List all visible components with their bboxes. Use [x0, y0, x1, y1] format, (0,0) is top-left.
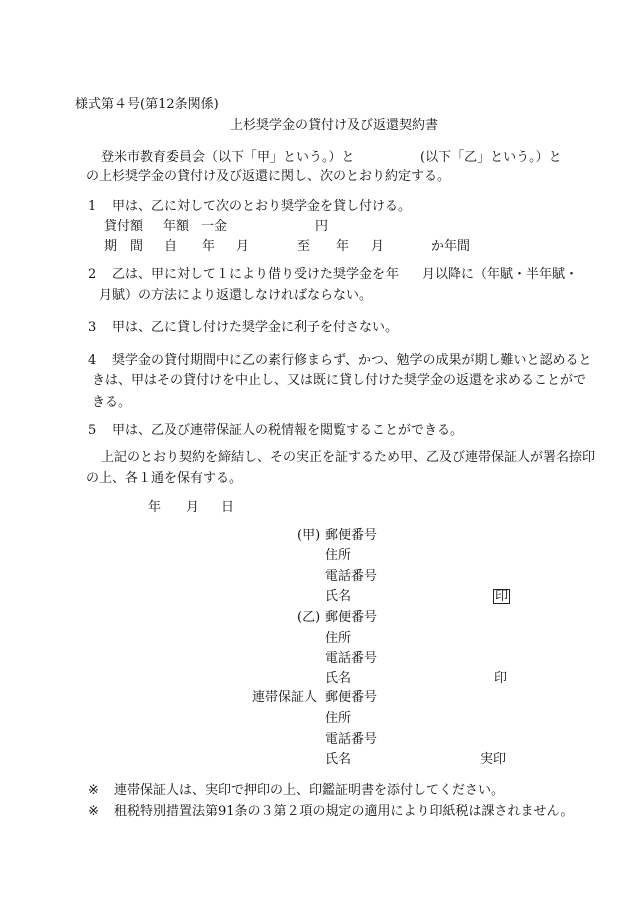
period-label: 期 間 — [104, 239, 144, 254]
lump-sum-label: 一金 — [201, 219, 228, 234]
clause3-text: 甲は、乙に貸し付けた奨学金に利子を付さない。 — [112, 320, 399, 335]
period-month-from: 月 — [236, 239, 250, 254]
otsu-address-label: 住所 — [325, 631, 352, 646]
ko-name-label: 氏名 — [325, 589, 352, 604]
intro-line1-end: (以下「乙」という。）と — [420, 150, 562, 165]
clause2-year: 年 — [386, 267, 400, 282]
clause2-line1-start: 乙は、甲に対して１により借り受けた奨学金を — [112, 267, 386, 282]
intro-line2: の上杉奨学金の貸付け及び返還に関し、次のとおり約定する。 — [86, 169, 451, 184]
otsu-phone-label: 電話番号 — [325, 651, 378, 666]
date-year: 年 — [148, 500, 162, 515]
ko-address-label: 住所 — [325, 548, 352, 563]
note-mark: ※ — [88, 783, 99, 798]
date-day: 日 — [221, 500, 235, 515]
annual-label: 年額 — [163, 219, 190, 234]
party-otsu-label: (乙) — [297, 610, 321, 625]
clause4-line2: きは、甲はその貸付けを中止し、又は既に貸し付けた奨学金の返還を求めることがで — [92, 373, 587, 388]
note-text: 租税特別措置法第91条の３第２項の規定の適用により印紙税は課されません。 — [114, 804, 574, 819]
party-ko-label: (甲) — [297, 528, 321, 543]
clause4-line3: きる。 — [92, 395, 132, 410]
document-title: 上杉奨学金の貸付け及び返還契約書 — [230, 118, 439, 133]
clause1-number: 1 — [88, 199, 97, 214]
guarantor-name-label: 氏名 — [325, 752, 352, 767]
guarantor-registered-seal-mark: 実印 — [480, 752, 507, 767]
clause2-number: 2 — [88, 267, 97, 282]
loan-amount-label: 貸付額 — [104, 219, 144, 234]
clause5-number: 5 — [88, 423, 97, 438]
note-mark: ※ — [88, 804, 99, 819]
closing-line2: の上、各１通を保有する。 — [86, 471, 243, 486]
period-years-total: か年間 — [431, 239, 471, 254]
clause4-line1: 奨学金の貸付期間中に乙の素行修まらず、かつ、勉学の成果が期し難いと認めると — [112, 353, 592, 368]
intro-line1-start: 登米市教育委員会（以下「甲」という。）と — [101, 150, 355, 165]
guarantor-address-label: 住所 — [325, 711, 352, 726]
clause2-line1-end: 月以降に（年賦・半年賦・ — [422, 267, 579, 282]
clause4-number: 4 — [88, 353, 97, 368]
otsu-seal-mark: 印 — [494, 671, 508, 686]
guarantor-phone-label: 電話番号 — [325, 732, 378, 747]
period-to: 至 — [297, 239, 311, 254]
closing-line1: 上記のとおり契約を締結し、その実正を証するため甲、乙及び連帯保証人が署名捺印 — [101, 450, 596, 465]
form-number: 様式第４号(第12条関係) — [75, 97, 219, 112]
period-year-from: 年 — [202, 239, 216, 254]
period-year-to: 年 — [336, 239, 350, 254]
date-month: 月 — [186, 500, 200, 515]
clause1-text: 甲は、乙に対して次のとおり奨学金を貸し付ける。 — [112, 199, 412, 214]
clause3-number: 3 — [88, 320, 97, 335]
ko-seal-mark: 印 — [495, 589, 509, 604]
yen-label: 円 — [315, 219, 329, 234]
guarantor-postal-label: 郵便番号 — [325, 690, 378, 705]
guarantor-label: 連帯保証人 — [252, 690, 318, 705]
clause2-line2: 月賦）の方法により返還しなければならない。 — [99, 288, 373, 303]
period-from: 自 — [164, 239, 178, 254]
otsu-postal-label: 郵便番号 — [325, 610, 378, 625]
clause5-text: 甲は、乙及び連帯保証人の税情報を閲覧することができる。 — [112, 423, 464, 438]
ko-phone-label: 電話番号 — [325, 569, 378, 584]
period-month-to: 月 — [371, 239, 385, 254]
note-text: 連帯保証人は、実印で押印の上、印鑑証明書を添付してください。 — [114, 783, 505, 798]
ko-postal-label: 郵便番号 — [325, 528, 378, 543]
otsu-name-label: 氏名 — [325, 671, 352, 686]
